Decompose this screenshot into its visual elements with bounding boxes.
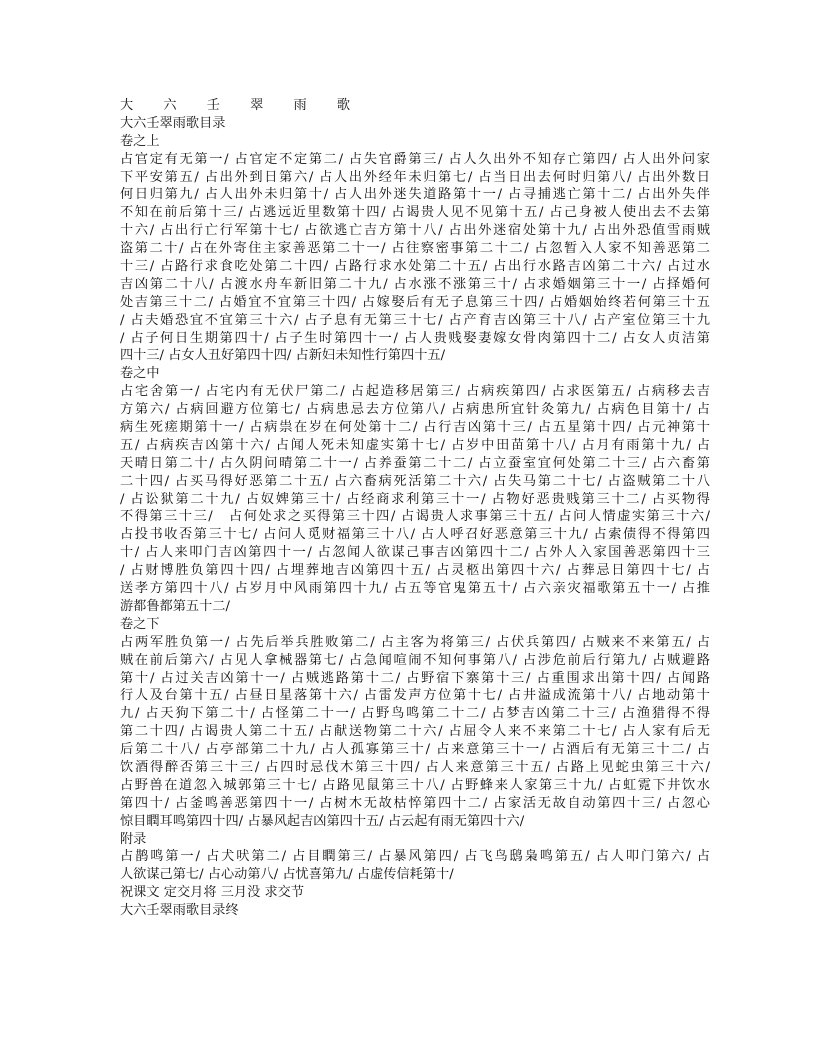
toc-line: / 占夫婚恐宜不宜第三十六/ 占子息有无第三十七/ 占产育吉凶第三十八/ 占产室位第三十九 (120, 312, 710, 328)
toc-line: 第四十/ 占釜鸣善恶第四十一/ 占树木无故枯悴第四十二/ 占家活无故自动第四十三/ 占忽心 (120, 795, 710, 811)
toc-line: 饮酒得醉否第三十三/ 占四时忌伐木第三十四/ 占人来意第三十五/ 占路上见蛇虫第三十六/ (120, 759, 710, 775)
toc-line: 惊目瞤耳鸣第四十四/ 占暴风起吉凶第四十五/ 占云起有雨无第四十六/ (120, 813, 525, 829)
toc-line: 第二十四/ 占谒贵人第二十五/ 占献送物第二十六/ 占屈令人来不来第二十七/ 占人家有后无 (120, 724, 710, 740)
toc-line: 送孝方第四十八/ 占岁月中风雨第四十九/ 占五等官鬼第五十/ 占六亲灾福歌第五十一/ 占推 (120, 581, 710, 597)
toc-line: 人欲谋己第七/ 占心动第八/ 占忧喜第九/ 占虚传信耗第十/ (120, 867, 454, 883)
toc-line: 吉凶第二十八/ 占渡水舟车新旧第二十九/ 占水涨不涨第三十/ 占求婚姻第三十一/ 占择婚何 (120, 276, 710, 292)
toc-line: 不得第三十三/ 占何处求之买得第三十四/ 占谒贵人求事第三十五/ 占问人情虚实第三十六/ (120, 509, 710, 525)
toc-line: 何日归第九/ 占人出外未归第十/ 占人出外迷失道路第十一/ 占寻捕逃亡第十二/ 占出外失伴 (120, 187, 710, 203)
section-heading: 附录 (120, 831, 147, 847)
toc-line: / 占子何日生期第四十/ 占子生时第四十一/ 占人贵贱娶妻嫁女骨肉第四十二/ 占女人贞洁第 (120, 330, 710, 346)
toc-line: 第十/ 占过关吉凶第十一/ 占贼逃路第十二/ 占野宿下寨第十三/ 占重围求出第十四/ 占闻路 (120, 670, 710, 686)
toc-line: 下平安第五/ 占出外到日第六/ 占人出外经年未归第七/ 占当日出去何时归第八/ 占出外数日 (120, 169, 710, 185)
toc-line: 后第二十八/ 占亭部第二十九/ 占人孤寡第三十/ 占来意第三十一/ 占酒后有无第三十二/ 占 (120, 742, 710, 758)
toc-line: 盗第二十/ 占在外寄住主家善恶第二十一/ 占往察密事第二十二/ 占忽暂入人家不知善恶第二 (120, 241, 710, 257)
section-heading: 卷之中 (120, 366, 160, 382)
end-line: 大六壬翠雨歌目录终 (120, 903, 239, 919)
toc-line: 十三/ 占路行求食吃处第二十四/ 占路行求水处第二十五/ 占出行水路吉凶第二十六/ 占过水 (120, 259, 710, 275)
toc-line: 九/ 占天狗下第二十/ 占怪第二十一/ 占野鸟鸣第二十二/ 占梦吉凶第二十三/ 占渔猎得不得 (120, 706, 710, 722)
toc-line: / 占讼狱第二十九/ 占奴婢第三十/ 占经商求利第三十一/ 占物好恶贵贱第三十二/ 占买物得 (120, 491, 710, 507)
toc-line: 四十三/ 占女人丑好第四十四/ 占新妇未知性行第四十五/ (120, 348, 446, 364)
section-heading: 卷之上 (120, 133, 160, 149)
appendix-line: 祝课文 定交月将 三月没 求交节 (120, 885, 305, 901)
toc-line: / 占财博胜负第四十四/ 占埋葬地吉凶第四十五/ 占灵柩出第四十六/ 占葬忌日第四十七/ 占 (120, 563, 710, 579)
toc-line: 二十四/ 占买马得好恶第二十五/ 占六畜病死活第二十六/ 占失马第二十七/ 占盗贼第二十八 (120, 473, 710, 489)
toc-line: 占投书收否第三十七/ 占问人觅财福第三十八/ 占人呼召好恶意第三十九/ 占索债得不得第四 (120, 527, 710, 543)
toc-line: 十/ 占人来叩门吉凶第四十一/ 占忽闻人欲谋己事吉凶第四十二/ 占外人入家国善恶第四十三 (120, 545, 710, 561)
toc-line: 占两军胜负第一/ 占先后举兵胜败第二/ 占主客为将第三/ 占伏兵第四/ 占贼来不来第五/ 占 (120, 634, 710, 650)
toc-line: 行人及台第十五/ 占昼日星落第十六/ 占雷发声方位第十七/ 占井溢成流第十八/ 占地动第十 (120, 688, 710, 704)
toc-line: 游都鲁都第五十二/ (120, 598, 230, 614)
toc-line: 贼在前后第六/ 占见人拿械器第七/ 占急闻喧闹不知何事第八/ 占涉危前后行第九/ 占贼避路 (120, 652, 710, 668)
toc-line: 占官定有无第一/ 占官定不定第二/ 占失官爵第三/ 占人久出外不知存亡第四/ 占人出外问家 (120, 151, 710, 167)
toc-line: 占鹊鸣第一/ 占犬吠第二/ 占目瞤第三/ 占暴风第四/ 占飞鸟鸱枭鸣第五/ 占人叩门第六/ 占 (120, 849, 710, 865)
toc-line: 方第六/ 占病回避方位第七/ 占病患忌去方位第八/ 占病患所宜针灸第九/ 占病色目第十/ 占 (120, 402, 710, 418)
toc-line: 五/ 占病疾吉凶第十六/ 占闻人死未知虚实第十七/ 占岁中田苗第十八/ 占月有雨第十九/ 占 (120, 437, 710, 453)
document-title: 大 六 壬 翠 雨 歌 (120, 98, 364, 113)
toc-line: 占野兽在道忽入城郭第三十七/ 占路见鼠第三十八/ 占野蜂来人家第三十九/ 占虹霓下井饮水 (120, 777, 710, 793)
section-heading: 卷之下 (120, 616, 160, 632)
toc-line: 不知在前后第十三/ 占逃远近里数第十四/ 占谒贵人见不见第十五/ 占己身被人使出去不去第 (120, 205, 710, 221)
document-page (120, 97, 710, 920)
toc-title: 大六壬翠雨歌目录 (120, 115, 226, 131)
toc-line: 十六/ 占出行亡行军第十七/ 占欲逃亡吉方第十八/ 占出外迷宿处第十九/ 占出外恐值雪雨贼 (120, 223, 710, 239)
toc-line: 病生死瘥期第十一/ 占病祟在岁在何处第十二/ 占行吉凶第十三/ 占五星第十四/ 占元神第十 (120, 420, 710, 436)
toc-line: 占宅舍第一/ 占宅内有无伏尸第二/ 占起造移居第三/ 占病疾第四/ 占求医第五/ 占病移去吉 (120, 384, 710, 400)
toc-line: 天晴日第二十/ 占久阴问晴第二十一/ 占养蚕第二十二/ 占立蚕室宜何处第二十三/ 占六畜第 (120, 455, 710, 471)
toc-line: 处吉第三十二/ 占婚宜不宜第三十四/ 占嫁娶后有无子息第三十四/ 占婚姻始终若何第三十五 (120, 294, 710, 310)
